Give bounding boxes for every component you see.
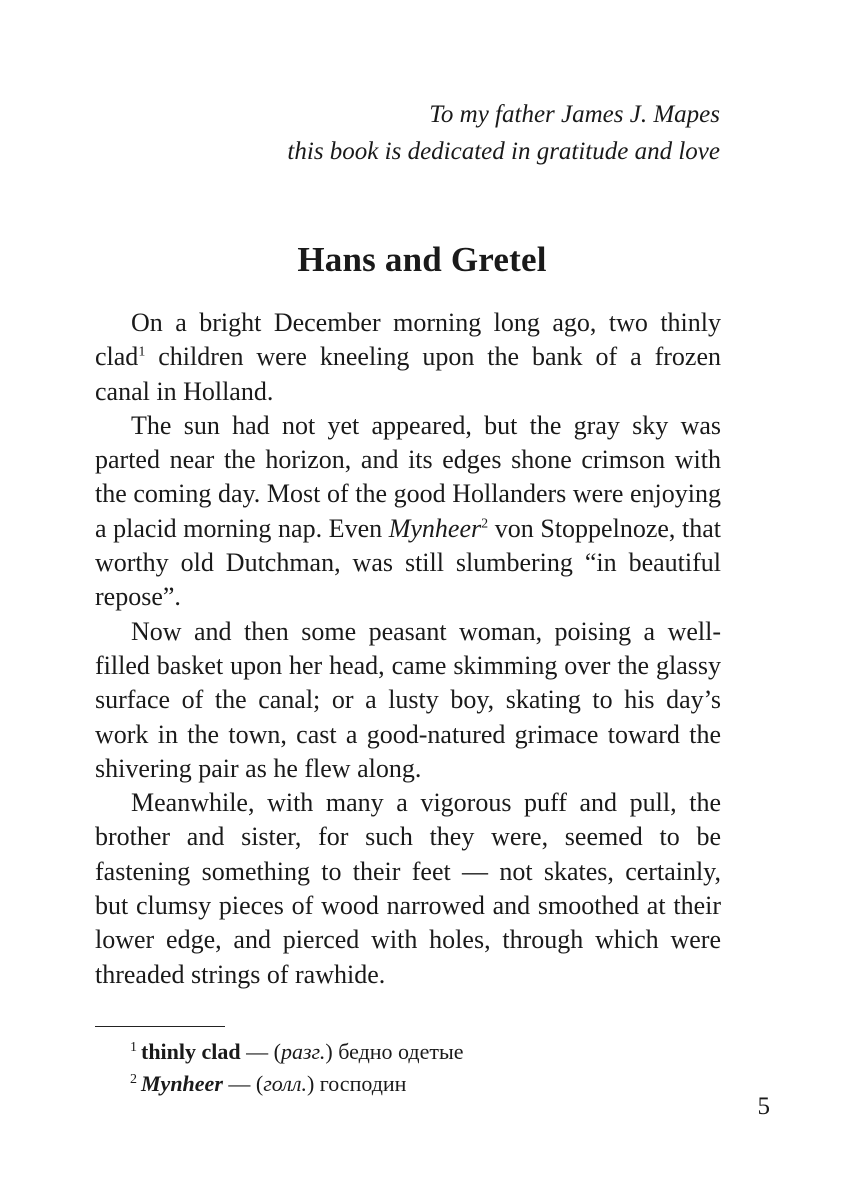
footnote-number: 1 [130,1039,137,1055]
footnote-term [141,1071,223,1096]
footnote-dash: — ( [240,1039,281,1064]
paragraph-2-text-a: The sun had not yet appeared, but the gray sky was parted near the horizon, and its edges shone crimson with the coming day. Most of the good Hollanders were enjoying a placid morning nap. Even [95,410,721,543]
footnote-divider [95,1026,225,1027]
paragraph-2 [95,409,721,615]
paragraph-4: Meanwhile, with many a vigorous puff and pull, the brother and sister, for such they were, seemed to be fastening something to their feet — not skates, certainly, but clumsy pieces of wood narrowed and smoothed at their lower edge, and pierced with holes, through which were threaded strings of rawhide. [95,788,721,989]
footnote-number: 2 [130,1071,137,1087]
footnote-close: ) [325,1039,339,1064]
paragraph-3: Now and then some peasant woman, poising a well-filled basket upon her head, came skimming over the glassy surface of the canal; or a lusty boy, skating to his day’s work in the town, cast a good-natured grimace toward the shivering pair as he flew along. [95,616,721,783]
dedication-line-2: this book is dedicated in gratitude and love [287,138,720,165]
footnote-2 [130,1068,730,1100]
paragraph-2-text-b: von Stoppelnoze, that worthy old Dutchman, was still slumbering “in beautiful repose”. [95,513,722,612]
footnote-translation: бедно одетые [338,1039,464,1064]
footnote-ref-1: 1 [138,344,146,360]
page-number: 5 [757,1093,770,1120]
chapter-body [95,306,721,992]
footnote-dash: — ( [222,1071,264,1096]
paragraph-1-text-a: On a bright December morning long ago, two thinly clad [95,308,721,372]
footnote-1 [130,1036,730,1068]
dedication-line-1: To my father James J. Mapes [429,101,720,128]
dedication [120,96,720,170]
footnotes [130,1036,730,1100]
footnote-ref-2: 2 [481,516,489,532]
chapter-title: Hans and Gretel [297,240,547,279]
footnote-translation: господин [319,1071,407,1096]
footnote-label: разг. [280,1039,326,1064]
footnote-close: ) [306,1071,320,1096]
footnote-label: голл. [263,1071,307,1096]
paragraph-2-italic-term: Mynheer [388,513,482,543]
paragraph-1-text-b: children were kneeling upon the bank of a frozen canal in Holland. [95,342,721,406]
footnote-term: thinly clad [141,1039,241,1064]
footnote-term-italic: Mynheer [141,1071,223,1096]
paragraph-1 [95,306,721,409]
